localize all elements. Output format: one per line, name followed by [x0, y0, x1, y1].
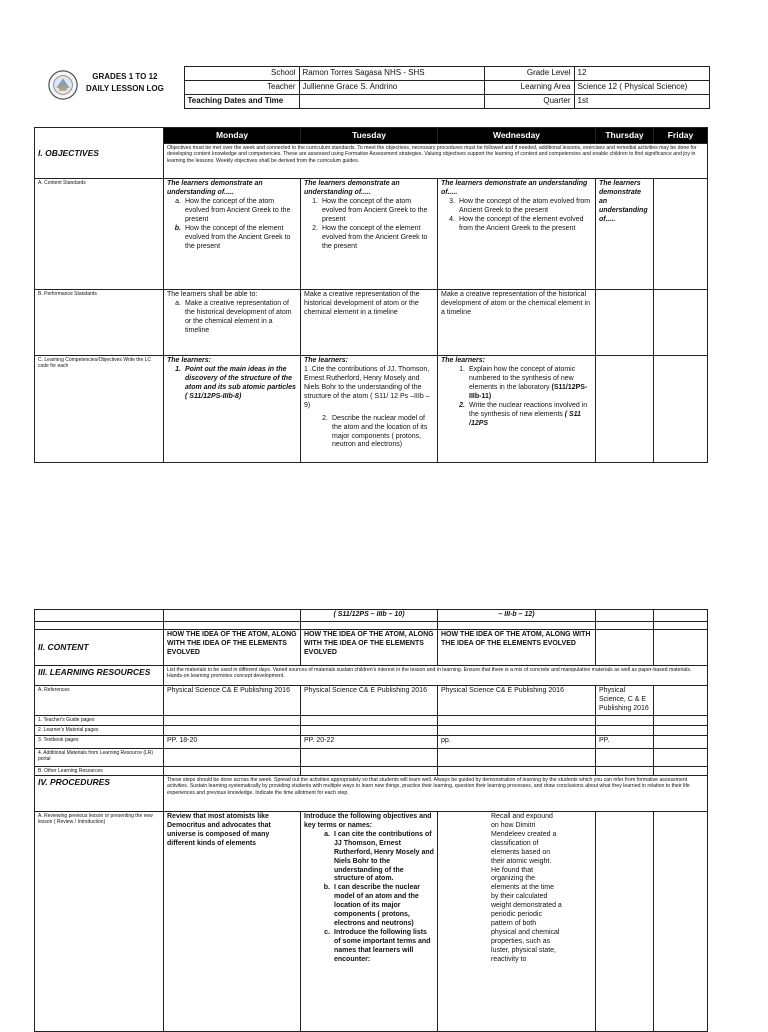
quarter-value: 1st [574, 95, 709, 109]
content-standards-label: A. Content Standards [35, 178, 164, 289]
empty-cell [654, 766, 708, 775]
list-item: a. I can cite the contributions of JJ Thomson, Ernest Rutherford, Henry Mosely and Niels Bohr to the understanding of the structure of atom. [324, 830, 434, 883]
empty-cell [596, 715, 654, 725]
empty-cell [654, 725, 708, 735]
continuation-label-cell [35, 610, 164, 622]
content-standards-intro: The learners demonstrate an understanding of..... [304, 179, 400, 196]
content-friday [654, 629, 708, 665]
empty-cell [301, 748, 438, 766]
day-header-monday: Monday [164, 128, 301, 144]
review-wednesday-text: Recall and expound on how Dimitri Mendeleev created a classification of elements based on their atomic weight. He found that organizing the elements at the time by their calculated weight demonstrated a periodic periodic pattern of both physical and chemical properties, such as luster, physical state, reactivity to [491, 812, 562, 964]
empty-cell [596, 748, 654, 766]
empty-cell [654, 715, 708, 725]
content-monday: HOW THE IDEA OF THE ATOM, ALONG WITH THE IDEA OF THE ELEMENTS EVOLVED [164, 629, 301, 665]
content-standards-wednesday [438, 178, 596, 289]
spacer-cell [438, 621, 596, 629]
quarter-label: Quarter [484, 95, 574, 109]
spacer-cell [301, 621, 438, 629]
list-item: 2. How the concept of the element evolved from the Ancient Greek to the present [312, 224, 428, 250]
spacer-cell [654, 621, 708, 629]
day-header-thursday: Thursday [596, 128, 654, 144]
list-item: c. Introduce the following lists of some important terms and names that learners will encounter: [324, 929, 431, 964]
empty-cell [301, 766, 438, 775]
review-thursday [596, 811, 654, 1031]
performance-standards-label: B. Performance Standards [35, 289, 164, 355]
list-item: a. How the concept of the atom evolved from Ancient Greek to the present [175, 197, 291, 223]
header-table [34, 66, 710, 109]
learning-area-value: Science 12 ( Physical Science) [574, 81, 709, 95]
references-friday [654, 685, 708, 715]
list-item: a. Make a creative representation of the historical development of atom or the chemical element in a timeline [175, 299, 292, 334]
competencies-monday [164, 355, 301, 462]
procedures-label: IV. PROCEDURES [35, 775, 164, 811]
content-wednesday: HOW THE IDEA OF THE ATOM, ALONG WITH THE IDEA OF THE ELEMENTS EVOLVED [438, 629, 596, 665]
continuation-monday [164, 610, 301, 622]
learning-resources-label: III. LEARNING RESOURCES [35, 665, 164, 685]
list-item: b. I can describe the nuclear model of an atom and the location of its major components ( protons, electrons and neutrons) [323, 884, 420, 928]
teaching-dates-value [299, 95, 484, 109]
school-value: Ramon Torres Sagasa NHS - SHS [299, 67, 484, 81]
review-label: A. Reviewing previous lesson or presenting the new lesson ( Review / Introduction) [35, 811, 164, 1031]
objectives-table [34, 127, 708, 463]
empty-cell [301, 715, 438, 725]
empty-cell [438, 725, 596, 735]
competencies-tuesday-p1: 1 .Cite the contributions of JJ. Thomson, Ernest Rutherford, Henry Mosely and Niels Bohr to the understanding of the structure of the atom ( S11/ 12 Ps –IIIb – 9) [304, 365, 430, 409]
objectives-label: I. OBJECTIVES [35, 128, 164, 179]
performance-standards-monday [164, 289, 301, 355]
list-item: 2. Describe the nuclear model of the atom and the location of its major components ( protons, neutron and electrons) [322, 414, 428, 449]
textbook-pages-thursday: PP. [596, 735, 654, 748]
references-wednesday: Physical Science C& E Publishing 2016 [438, 685, 596, 715]
textbook-pages-monday: PP. 18-20 [164, 735, 301, 748]
empty-cell [438, 748, 596, 766]
content-label: II. CONTENT [35, 629, 164, 665]
competencies-tuesday [301, 355, 438, 462]
learning-resources-note: List the materials to be used in different days. Varied sources of materials sustain children's interest in the lesson and in learning. Ensure that there is a mix of concrete and manipulative materials as well as paper-based materials. Hands-on learning promotes concept development. [164, 665, 708, 685]
competencies-friday [654, 355, 708, 462]
content-standards-thursday: The learners demonstrate an understanding of..... [596, 178, 654, 289]
empty-cell [438, 766, 596, 775]
header-title-line2: DAILY LESSON LOG [86, 83, 164, 93]
day-header-friday: Friday [654, 128, 708, 144]
review-monday: Review that most atomists like Democritus and advocates that universe is composed of many different kinds of elements [164, 811, 301, 1031]
competencies-thursday [596, 355, 654, 462]
teacher-label: Teacher [184, 81, 299, 95]
empty-cell [164, 725, 301, 735]
performance-standards-tuesday: Make a creative representation of the historical development of atom or the chemical element in a timeline [301, 289, 438, 355]
empty-cell [596, 725, 654, 735]
additional-materials-label: 4. Additional Materials from Learning Resource (LR) portal [35, 748, 164, 766]
header-title-line1: GRADES 1 TO 12 [92, 71, 158, 81]
deped-seal-icon [44, 69, 82, 101]
list-item: 1. Explain how the concept of atomic numbered to the synthesis of new elements in the laboratory (S11/12PS-IIIb-11) [459, 365, 588, 400]
empty-cell [164, 748, 301, 766]
content-procedures-table [34, 609, 708, 1032]
competencies-intro: The learners: [304, 356, 348, 364]
competencies-intro: The learners: [167, 356, 211, 364]
procedures-note: These steps should be done across the week. Spread out the activities appropriately so that students will learn well. Always be guided by demonstration of learning by the students which you can infer from formative assessment activities. Sustain learning systematically by providing students with multiple ways to learn new things, practice their learning, question their learning processes, and draw conclusions about what they learned in relation to their life experiences and previous knowledge. Indicate the time allotment for each step. [164, 775, 708, 811]
continuation-tuesday: ( S11/12PS – IIIb – 10) [301, 610, 438, 622]
competencies-label: C. Learning Competencies/Objectives Write the LC code for each [35, 355, 164, 462]
day-header-tuesday: Tuesday [301, 128, 438, 144]
spacer-cell [35, 621, 164, 629]
performance-standards-friday [654, 289, 708, 355]
empty-cell [301, 725, 438, 735]
competencies-intro: The learners: [441, 356, 485, 364]
list-item: 4. How the concept of the element evolved from the Ancient Greek to the present [449, 215, 584, 232]
header-title-cell [34, 67, 184, 109]
content-standards-intro: The learners demonstrate an understanding of..... [441, 179, 588, 196]
grade-level-value: 12 [574, 67, 709, 81]
content-standards-intro: The learners demonstrate an understanding of..... [167, 179, 263, 196]
content-standards-monday [164, 178, 301, 289]
textbook-pages-tuesday: PP. 20-22 [301, 735, 438, 748]
continuation-wednesday: – III-b – 12) [438, 610, 596, 622]
grade-level-label: Grade Level [484, 67, 574, 81]
content-standards-friday [654, 178, 708, 289]
list-item: 3. How the concept of the atom evolved from Ancient Greek to the present [449, 197, 591, 214]
review-wednesday [438, 811, 596, 1031]
empty-cell [164, 715, 301, 725]
continuation-friday [654, 610, 708, 622]
content-thursday [596, 629, 654, 665]
empty-cell [164, 766, 301, 775]
review-tuesday-intro: Introduce the following objectives and key terms or names: [304, 812, 432, 829]
objectives-note: Objectives must be met over the week and connected to the curriculum standards. To meet the objectives, necessary procedures must be followed and if needed, additional lessons, exercises and remedial activities may be done for developing content knowledge and competencies. These are assessed using Formative Assessment strategies. Valuing objectives support the learning of content and competencies and enable children to find significance and joy in learning the lessons. Weekly objectives shall be derived from the curriculum guides. [164, 143, 708, 178]
list-item: 1. How the concept of the atom evolved from Ancient Greek to the present [312, 197, 428, 223]
review-tuesday [301, 811, 438, 1031]
empty-cell [596, 766, 654, 775]
continuation-thursday [596, 610, 654, 622]
list-item: b. How the concept of the element evolved from the Ancient Greek to the present [174, 224, 291, 250]
spacer-cell [596, 621, 654, 629]
review-friday [654, 811, 708, 1031]
empty-cell [438, 715, 596, 725]
school-label: School [184, 67, 299, 81]
learning-area-label: Learning Area [484, 81, 574, 95]
spacer-cell [164, 621, 301, 629]
content-standards-tuesday [301, 178, 438, 289]
teacher-value: Jullienne Grace S. Andrino [299, 81, 484, 95]
references-monday: Physical Science C& E Publishing 2016 [164, 685, 301, 715]
textbook-pages-label: 3. Textbook pages [35, 735, 164, 748]
performance-standards-intro: The learners shall be able to: [167, 290, 258, 298]
textbook-pages-wednesday: pp. [438, 735, 596, 748]
day-header-wednesday: Wednesday [438, 128, 596, 144]
competencies-wednesday [438, 355, 596, 462]
empty-cell [654, 735, 708, 748]
performance-standards-wednesday: Make a creative representation of the historical development of atom or the chemical element in a timeline [438, 289, 596, 355]
empty-cell [654, 748, 708, 766]
learners-material-label: 2. Learner's Material pages [35, 725, 164, 735]
teaching-dates-label: Teaching Dates and Time [184, 95, 299, 109]
content-tuesday: HOW THE IDEA OF THE ATOM, ALONG WITH THE IDEA OF THE ELEMENTS EVOLVED [301, 629, 438, 665]
list-item: 2. Write the nuclear reactions involved in the synthesis of new elements ( S11 /12PS [459, 401, 588, 427]
list-item: 1. Point out the main ideas in the discovery of the structure of the atom and its sub atomic particles ( S11/12PS-IIIb-8) [175, 365, 296, 400]
references-label: A. References [35, 685, 164, 715]
references-tuesday: Physical Science C& E Publishing 2016 [301, 685, 438, 715]
references-thursday: Physical Science, C & E Publishing 2016 [596, 685, 654, 715]
other-resources-label: B. Other Learning Resources [35, 766, 164, 775]
teachers-guide-label: 1. Teacher's Guide pages [35, 715, 164, 725]
performance-standards-thursday [596, 289, 654, 355]
